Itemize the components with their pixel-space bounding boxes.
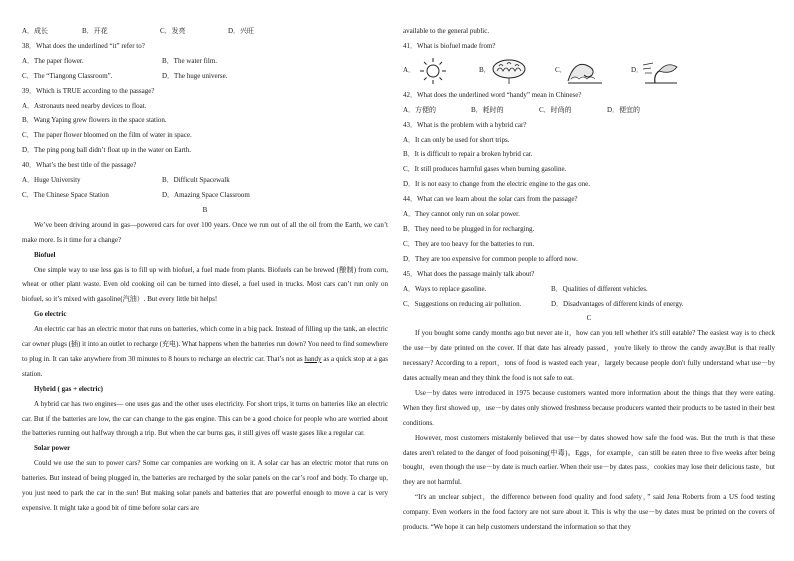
q40-option-a: A．Huge University — [22, 176, 81, 185]
heading-hybrid: Hybrid ( gas + electric) — [34, 384, 103, 393]
passage-c-paragraph-3: However, most customers mistakenly believed that use－by dates showed how safe the food was. But the truth is that these dates aren't related to the danger of food poisoning(中毒)。Eggs，for example，can still be eaten three to five weeks after being bought，even though the use－by date is much earlier. When their use－by dates pass，cookies may lose their delicious taste，but they are not harmful. — [403, 433, 775, 487]
q44-option-a: A．They cannot only run on solar power. — [403, 210, 520, 219]
q40-option-b: B．Difficult Spacewalk — [162, 176, 230, 185]
q39-option-b: B．Wang Yaping grew flowers in the space station. — [22, 116, 167, 125]
q42-option-c: C．时尚的 — [539, 105, 572, 114]
q43-option-c: C．It still produces harmful gases when burning gasoline. — [403, 165, 567, 174]
q42-option-a: A．方便的 — [403, 105, 437, 114]
q38-option-c: C．The “Tiangong Classroom”. — [22, 71, 113, 80]
windy-tree-icon — [641, 57, 681, 85]
q45-option-b: B．Qualities of different vehicles. — [551, 284, 648, 293]
q37-option-a: A．成长 — [22, 27, 49, 35]
q37-option-d: D．兴旺 — [228, 27, 255, 35]
q40-option-c: C．The Chinese Space Station — [22, 190, 109, 199]
question-41: 41．What is biofuel made from? — [403, 41, 496, 50]
q41-picture-options — [403, 56, 775, 86]
paragraph-solar: Could we use the sun to power cars? Some car companies are working on it. A solar car has an electric motor that runs on batteries. But instead of being plugged in, the batteries are recharged by the solar panels on the car’s roof and body. To charge up, you just need to park the car in the sun! But making solar panels and batteries that are powerful enough to move a car is very expensive. It might take a good bit of time before solar cars are — [22, 459, 388, 512]
q41-label-a: A． — [403, 66, 416, 75]
q42-option-b: B．耗时的 — [471, 105, 504, 114]
paragraph-biofuel: One simple way to use less gas is to fill up with biofuel, a fuel made from plants. Biofuels can be brewed (酿制) from corn, wheat or other plant waste. Even old cooking oil can be turned into diesel, a fuel used in trucks. Most cars can’t run only on biofuel, so it’s mixed with gasoline(汽油）. But every little bit helps! — [22, 265, 388, 304]
q38-options-row1 — [22, 54, 388, 69]
wave-icon — [565, 57, 605, 85]
underlined-handy: handy — [304, 354, 322, 363]
q38-option-d: D．The huge universe. — [162, 71, 228, 80]
passage-c-paragraph-4: “It's an unclear subject，the difference between food quality and food safety，” said Jena Roberts from a US food testing company. Even workers in the food factory are not sure about it. This is why the use－by dates must be printed on the covers of products. “We hope it can help customers understand the information so that they — [403, 493, 775, 532]
q41-label-b: B． — [479, 66, 491, 75]
passage-b-intro: We’ve been driving around in gas—powered cars for over 100 years. Once we run out of all the oil from the Earth, we can’t make more. Is it time for a change? — [22, 220, 388, 244]
section-c-label: C — [586, 314, 592, 323]
q42-options — [403, 103, 775, 118]
heading-biofuel: Biofuel — [34, 250, 56, 259]
question-44: 44．What can we learn about the solar cars from the passage? — [403, 195, 578, 204]
q43-option-d: D．It is not easy to change from the electric engine to the gas one. — [403, 180, 590, 189]
question-40: 40．What’s the best title of the passage? — [22, 161, 137, 170]
q37-option-b: B．开花 — [82, 27, 108, 35]
q40-option-d: D．Amazing Space Classroom — [162, 190, 250, 199]
q39-option-c: C．The paper flower bloomed on the film of water in space. — [22, 131, 192, 140]
question-38: 38．What does the underlined “it” refer to? — [22, 41, 145, 50]
right-column — [403, 24, 775, 535]
question-45: 45．What does the passage mainly talk about? — [403, 269, 535, 278]
question-43: 43．What is the problem with a hybrid car? — [403, 120, 527, 129]
paragraph-electric-text-2: as a quick stop at a gas station. — [22, 354, 388, 378]
q44-option-d: D．They are too expensive for common people to afford now. — [403, 254, 578, 263]
q39-option-a: A．Astronauts need nearby devices to float. — [22, 101, 147, 110]
paragraph-electric-text-1: An electric car has an electric motor that runs on batteries, which come in a big pack. Instead of filling up the tank, an electric car owner plugs (插) it into an outlet to recharge (充电). What happens when the batteries run down? You need to find somewhere to plug in. It can take anywhere from 30 minutes to 8 hours to recharge an electric car. That’s not as — [22, 325, 388, 363]
q44-option-c: C．They are too heavy for the batteries to run. — [403, 239, 535, 248]
passage-c-paragraph-2: Use－by dates were introduced in 1975 because customers wanted more information about the things that they were eating. When they first showed up，use－by dates only showed freshness because producers wanted their products to be tasted in their best conditions. — [403, 388, 775, 427]
q40-options-row2 — [22, 188, 388, 203]
q43-option-b: B．It is difficult to repair a broken hybrid car. — [403, 150, 533, 159]
paragraph-electric — [22, 322, 388, 382]
q41-label-c: C． — [555, 66, 567, 75]
q41-label-d: D． — [631, 66, 644, 75]
q39-option-d: D．The ping pong ball didn’t float up in the water on Earth. — [22, 146, 192, 155]
heading-go-electric: Go electric — [34, 310, 67, 319]
plants-icon — [489, 57, 529, 85]
q37-option-c: C．发亮 — [160, 27, 186, 35]
passage-continuation: available to the general public. — [403, 27, 490, 35]
q43-option-a: A．It can only be used for short trips. — [403, 135, 510, 144]
q45-options-row1 — [403, 282, 775, 297]
sun-icon — [413, 57, 453, 85]
question-39: 39．Which is TRUE according to the passage? — [22, 86, 155, 95]
q40-options-row1 — [22, 173, 388, 188]
q45-option-a: A．Ways to replace gasoline. — [403, 284, 487, 293]
q45-option-d: D．Disadvantages of different kinds of energy. — [551, 299, 684, 308]
section-b-label: B — [202, 205, 208, 214]
left-column — [22, 24, 388, 516]
q38-option-a: A．The paper flower. — [22, 56, 84, 65]
q38-options-row2 — [22, 69, 388, 84]
question-42: 42．What does the underlined word “handy” mean in Chinese? — [403, 90, 582, 99]
heading-solar-power: Solar power — [34, 444, 71, 453]
q44-option-b: B．They need to be plugged in for recharging. — [403, 224, 535, 233]
q45-options-row2 — [403, 297, 775, 312]
paragraph-hybrid: A hybrid car has two engines— one uses gas and the other uses electricity. For short trips, it turns on batteries like an electric car. But if the batteries are low, the car can change to the gas engine. This can be a good choice for people who are worried about the batteries running out halfway through a trip. But when the car burns gas, it still gives off waste gases like a regular car. — [22, 399, 388, 438]
q42-option-d: D．便宜的 — [607, 105, 641, 114]
q45-option-c: C．Suggestions on reducing air pollution. — [403, 299, 522, 308]
passage-c-paragraph-1: If you bought some candy months ago but never ate it，how can you tell whether it's still eatable? The easiest way is to check the use－by date printed on the cover. If that date has already passed，you're likely to throw the candy away.But is that really necessary? According to a report，tons of food is wasted each year，largely because people don't fully understand what use－by dates actually mean and they think the food is not safe to eat. — [403, 329, 775, 383]
q38-option-b: B．The water film. — [162, 56, 218, 65]
q37-options — [22, 24, 388, 39]
